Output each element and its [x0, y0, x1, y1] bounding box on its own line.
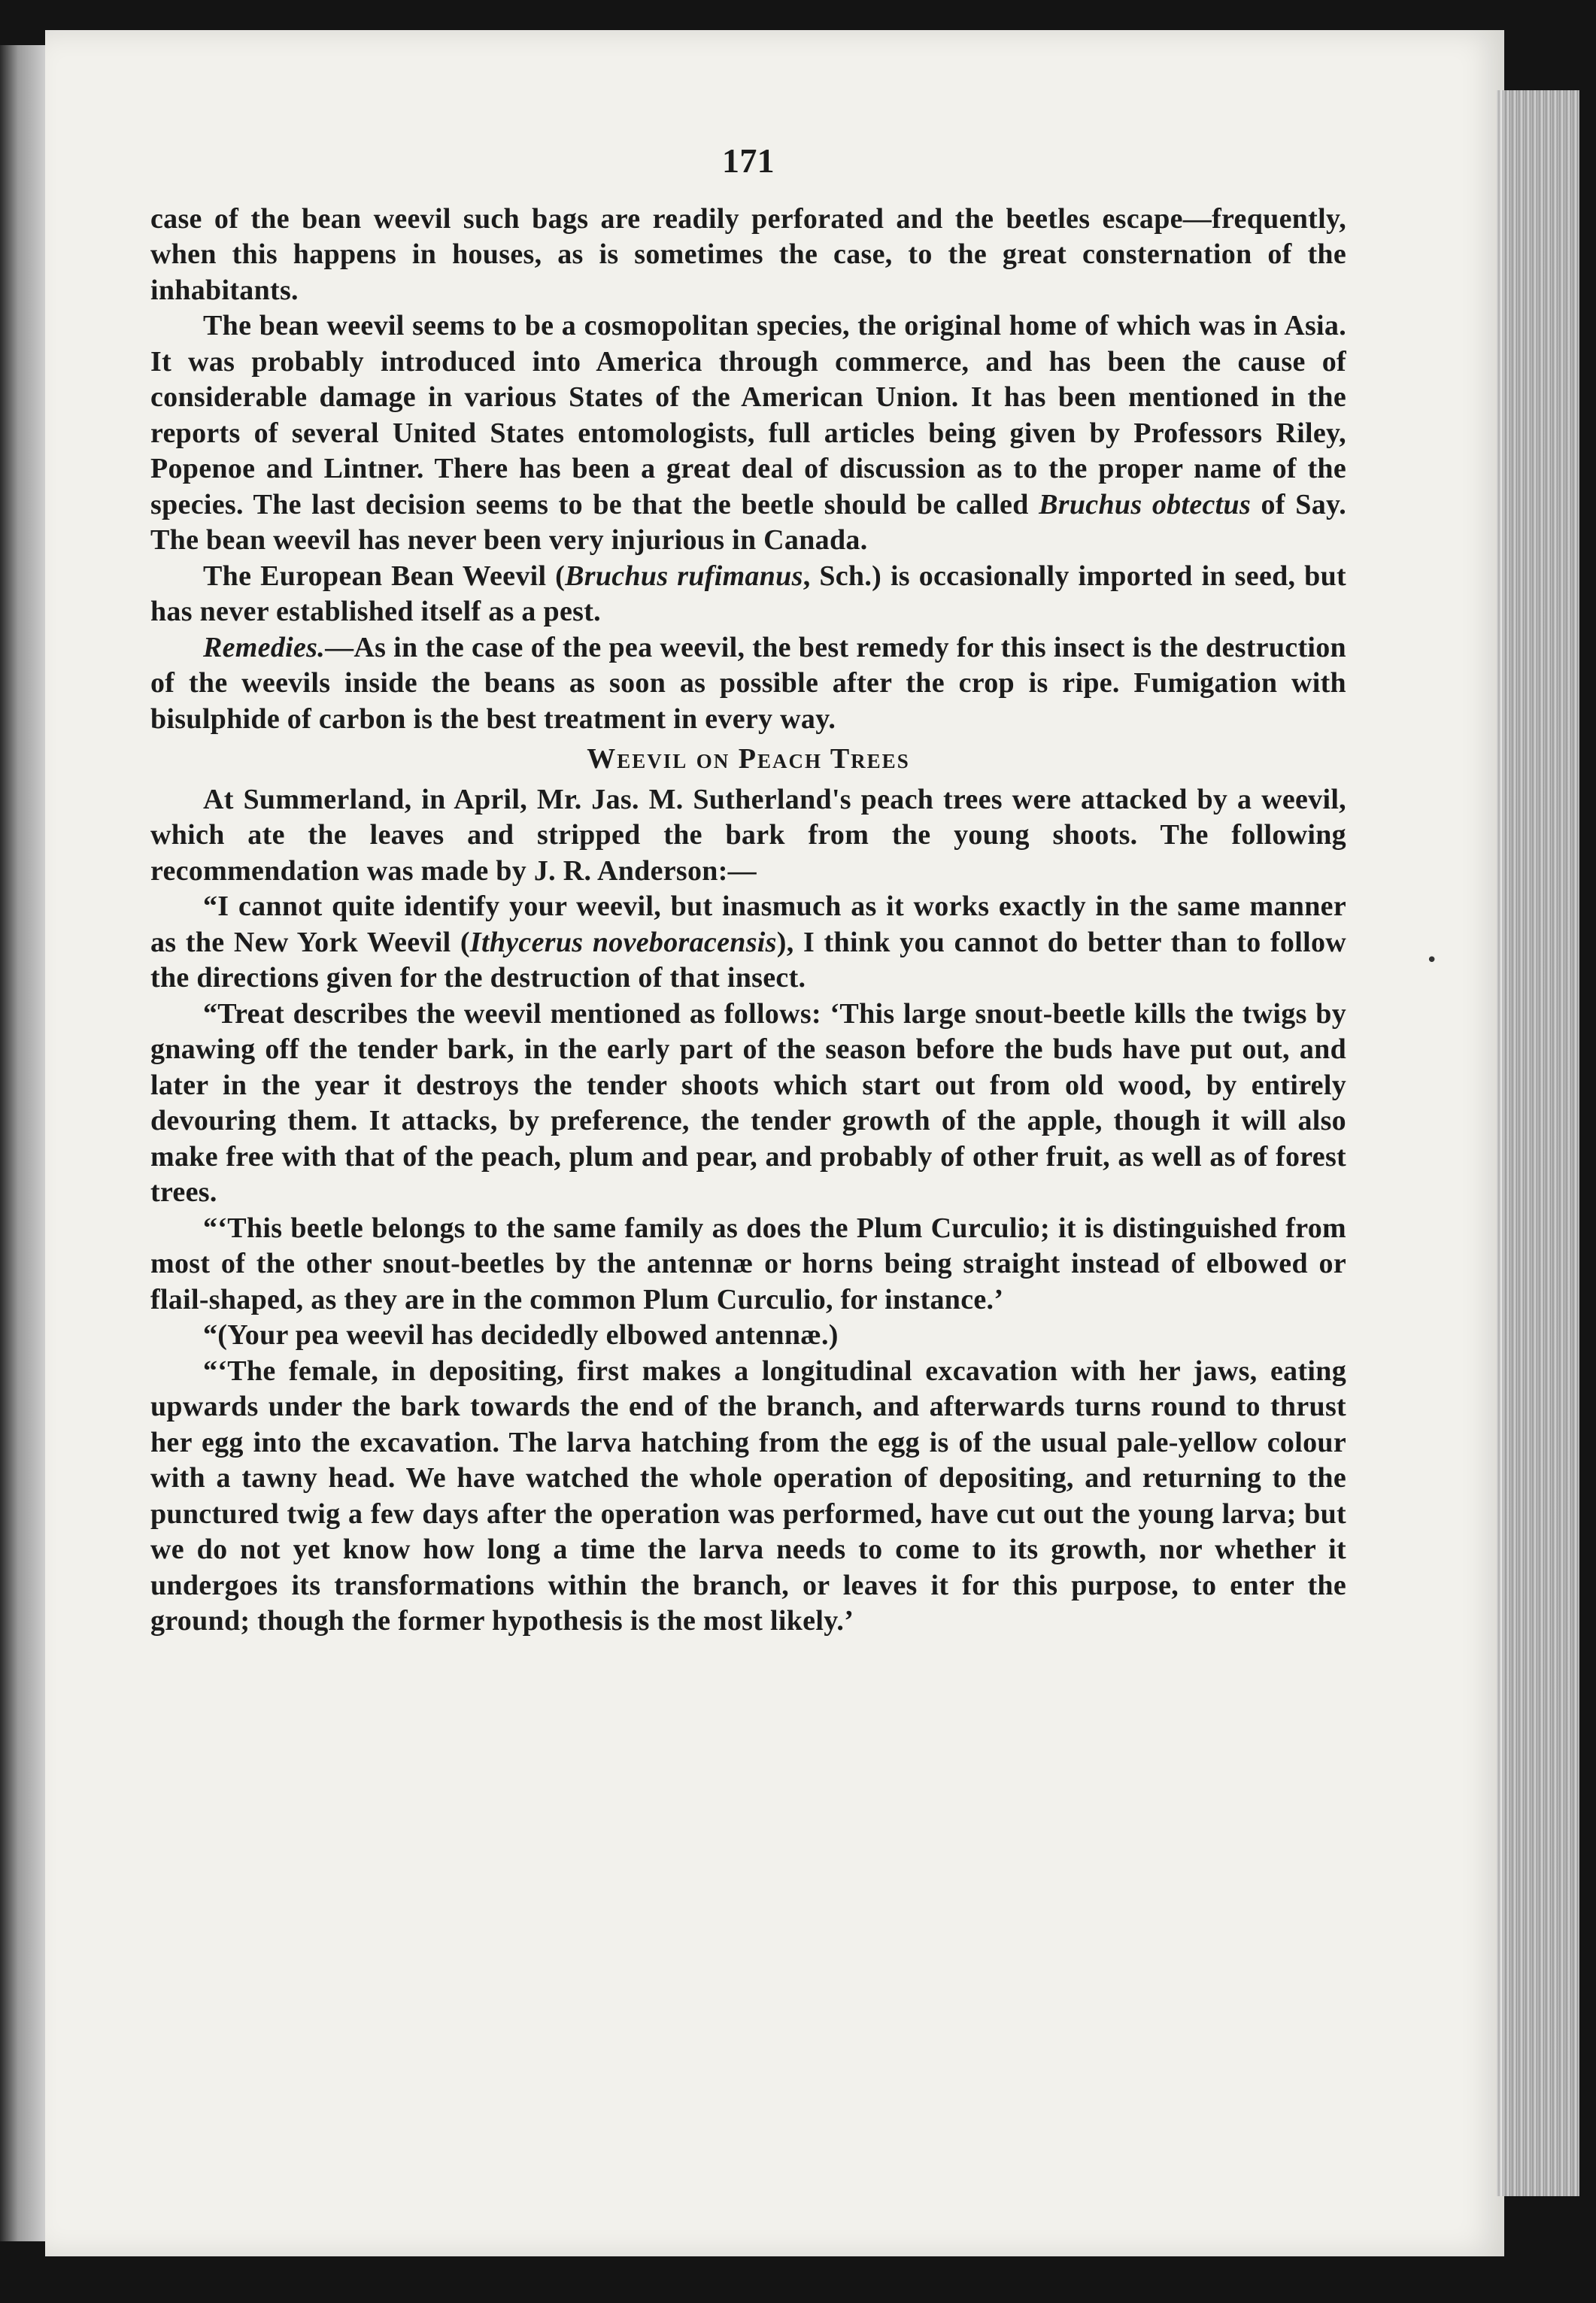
- paragraph-female: “‘The female, in depositing, first makes a longitudinal excavation with her jaws, eating upwards under the bark towards the end of the branch, and afterwards turns round to thrust her egg into the excavation. The larva hatching from the egg is of the usual pale-yellow colour with a tawny head. We have watched the whole operation of depositing, and returning to the punctured twig a few days after the operation was performed, have cut out the young larva; but we do not yet know how long a time the larva needs to come to its growth, nor whether it undergoes its transformations within the branch, or leaves it for this purpose, to enter the ground; though the former hypothesis is the most likely.’: [150, 1355, 1346, 1637]
- page-edges: [1497, 90, 1579, 2196]
- paragraph-1: case of the bean weevil such bags are readily perforated and the beetles escape—frequently, when this happens in houses, as is sometimes the case, to the great consternation of the inhabitants.: [150, 202, 1346, 306]
- paragraph-summerland: At Summerland, in April, Mr. Jas. M. Sutherland's peach trees were attacked by a weevil, which ate the leaves and stripped the bark from the young shoots. The following recommendation was made by J. R. Anderson:—: [150, 783, 1346, 887]
- page-number: 171: [722, 141, 775, 180]
- left-page-edge: [0, 45, 45, 2241]
- remedies-text: —As in the case of the pea weevil, the best remedy for this insect is the destruction of the weevils inside the beans as soon as possible after the crop is ripe. Fumigation with bisulphide of carbon is the best treatment in every way.: [150, 631, 1346, 735]
- species-name: Bruchus obtectus: [1039, 488, 1252, 520]
- species-name: Ithycerus noveboracensis: [469, 926, 777, 958]
- identify-text: “I cannot quite identify your weevil, but inasmuch as it works exactly in the same manner as the New York Weevil (: [150, 891, 1346, 958]
- paragraph-pea-weevil-note: “(Your pea weevil has decidedly elbowed antennæ.): [203, 1319, 839, 1351]
- page-text: [150, 143, 1346, 1640]
- paragraph-treat: “Treat describes the weevil mentioned as follows: ‘This large snout-beetle kills the twigs by gnawing off the tender bark, in the early part of the season before the buds have put out, and later in the year it destroys the tender shoots which start out from old wood, by entirely devouring them. It attacks, by preference, the tender growth of the apple, though it will also make free with that of the peach, plum and pear, and probably of other fruit, as well as of forest trees.: [150, 997, 1346, 1208]
- section-heading: Weevil on Peach Trees: [587, 743, 910, 775]
- remedies-label: Remedies.: [203, 631, 326, 663]
- paragraph-2-tail: of Say. The bean weevil has never been very injurious in Canada.: [150, 488, 1346, 556]
- species-name: Bruchus rufimanus: [565, 560, 803, 592]
- paragraph-3: [150, 559, 1346, 630]
- margin-dot: •: [1426, 949, 1438, 972]
- paragraph-2-text: The bean weevil seems to be a cosmopolitan species, the original home of which was in Asia. It was probably introduced into America through commerce, and has been the cause of considerable damage in various States of the American Union. It has been mentioned in the reports of several United States entomologists, full articles being given by Professors Riley, Popenoe and Lintner. There has been a great deal of discussion as to the proper name of the species. The last decision seems to be that the beetle should be called: [150, 310, 1346, 520]
- identify-tail: ), I think you cannot do better than to follow the directions given for the destruction of that insect.: [150, 926, 1346, 994]
- paragraph-beetle-family: “‘This beetle belongs to the same family as does the Plum Curculio; it is distinguished from most of the other snout-beetles by the antennæ or horns being straight instead of elbowed or flail-shaped, as they are in the common Plum Curculio, for instance.’: [150, 1212, 1346, 1315]
- paragraph-3-tail: , Sch.) is occasionally imported in seed, but has never established itself as a pest.: [150, 560, 1346, 627]
- paragraph-identify: [150, 889, 1346, 997]
- paragraph-2: [150, 308, 1346, 559]
- paragraph-3-text: The European Bean Weevil (: [203, 560, 566, 592]
- paragraph-remedies: [150, 630, 1346, 738]
